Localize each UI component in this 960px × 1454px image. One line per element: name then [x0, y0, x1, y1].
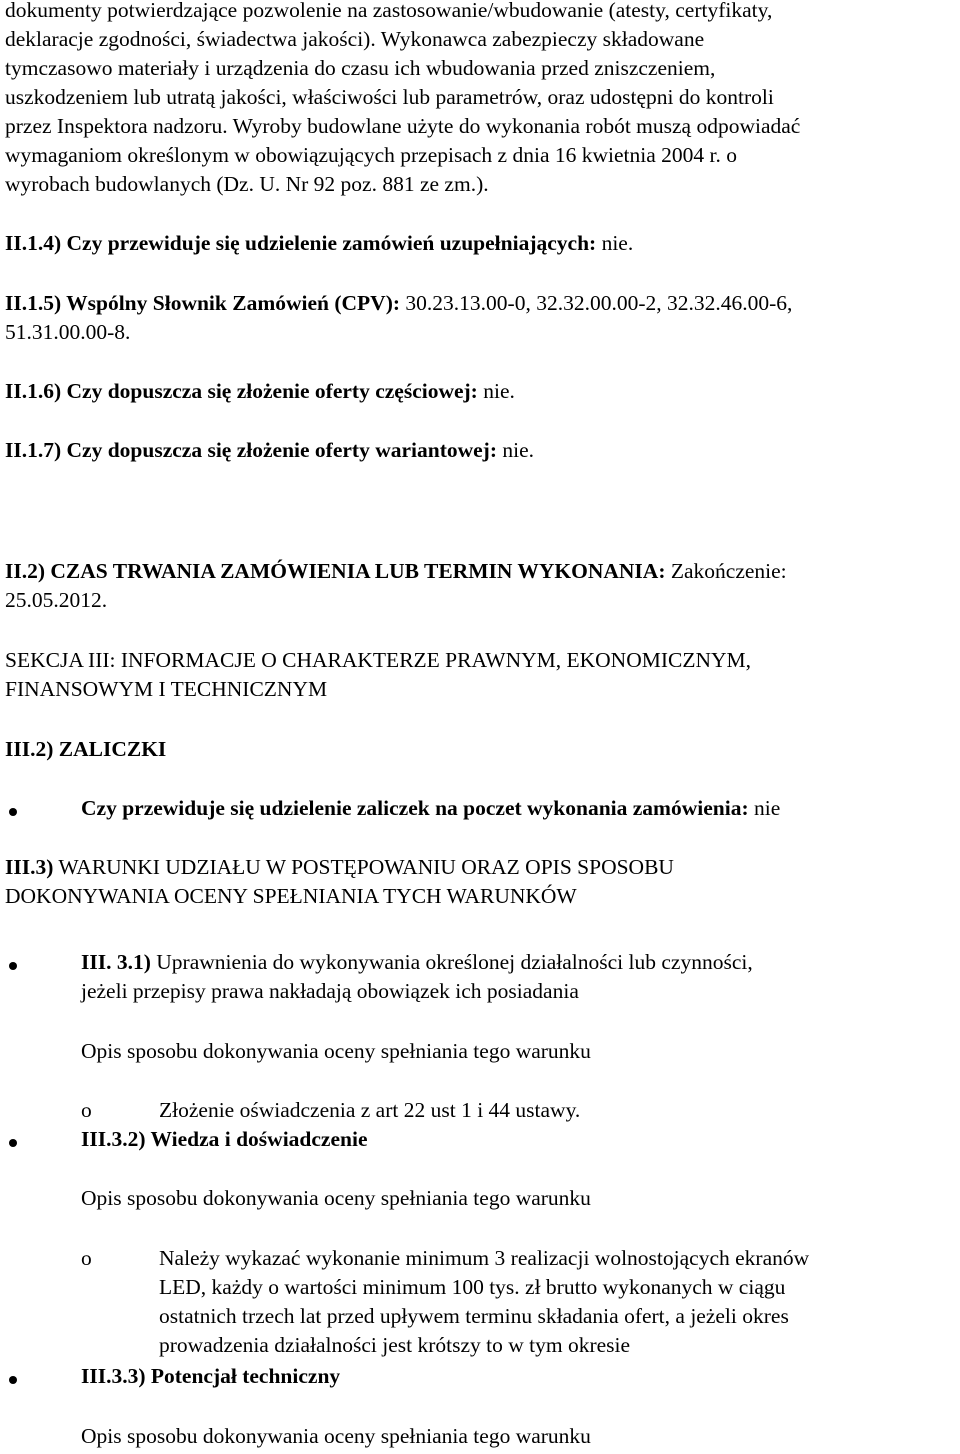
question-label: II.1.6) Czy dopuszcza się złożenie oferty częściowej:	[5, 379, 478, 403]
bullet-icon	[9, 1139, 17, 1147]
answer-value: nie.	[477, 379, 515, 403]
answer-value: nie.	[497, 438, 535, 462]
question-label: Czy przewiduje się udzielenie zaliczek na poczet wykonania zamówienia:	[81, 796, 749, 820]
section-number: III. 3.1)	[81, 950, 151, 974]
advance-payment-question	[81, 794, 780, 823]
bullet-icon	[9, 1376, 17, 1384]
section-iii-2-title: III.2) ZALICZKI	[5, 737, 167, 761]
section-iii-3-title	[5, 853, 674, 882]
section-ii-1-5	[5, 289, 792, 318]
bullet-icon	[9, 808, 17, 816]
condition-3-1-text: Uprawnienia do wykonywania określonej działalności lub czynności,	[150, 950, 753, 974]
intro-line: wymaganiom określonym w obowiązujących przepisach z dnia 16 kwietnia 2004 r. o	[5, 143, 737, 167]
condition-3-1-title-continued: jeżeli przepisy prawa nakładają obowiązek ich posiadania	[81, 979, 579, 1003]
intro-line: tymczasowo materiały i urządzenia do czasu ich wbudowania przed zniszczeniem,	[5, 56, 716, 80]
sub-marker: o	[81, 1098, 92, 1122]
answer-value: Zakończenie:	[665, 559, 787, 583]
question-label: II.1.5) Wspólny Słownik Zamówień (CPV):	[5, 291, 401, 315]
question-label: II.2) CZAS TRWANIA ZAMÓWIENIA LUB TERMIN WYKONANIA:	[5, 559, 666, 583]
condition-3-2-requirement-line: prowadzenia działalności jest krótszy to w tym okresie	[159, 1333, 631, 1357]
section-ii-1-6	[5, 377, 515, 406]
section-ii-1-4	[5, 229, 633, 258]
section-ii-2	[5, 557, 787, 586]
condition-3-2-requirement-line: ostatnich trzech lat przed upływem terminu składania ofert, a jeżeli okres	[159, 1304, 789, 1328]
intro-line: deklaracje zgodności, świadectwa jakości). Wykonawca zabezpieczy składowane	[5, 27, 705, 51]
cpv-codes: 30.23.13.00-0, 32.32.00.00-2, 32.32.46.00-6,	[400, 291, 793, 315]
intro-line: przez Inspektora nadzoru. Wyroby budowlane użyte do wykonania robót muszą odpowiadać	[5, 114, 801, 138]
answer-value: nie.	[596, 231, 634, 255]
assessment-method-label: Opis sposobu dokonywania oceny spełniania tego warunku	[81, 1039, 591, 1063]
completion-date: 25.05.2012.	[5, 588, 108, 612]
intro-line: uszkodzeniem lub utratą jakości, właściwości lub parametrów, oraz udostępni do kontroli	[5, 85, 774, 109]
question-label: II.1.7) Czy dopuszcza się złożenie oferty wariantowej:	[5, 438, 497, 462]
assessment-method-label: Opis sposobu dokonywania oceny spełniania tego warunku	[81, 1186, 591, 1210]
bullet-icon	[9, 962, 17, 970]
answer-value: nie	[748, 796, 781, 820]
cpv-codes-continued: 51.31.00.00-8.	[5, 320, 131, 344]
section-iii-heading-continued: FINANSOWYM I TECHNICZNYM	[5, 677, 328, 701]
section-iii-3-title-text: WARUNKI UDZIAŁU W POSTĘPOWANIU ORAZ OPIS SPOSOBU	[53, 855, 674, 879]
sub-marker: o	[81, 1246, 92, 1270]
section-number: III.3)	[5, 855, 54, 879]
section-iii-heading: SEKCJA III: INFORMACJE O CHARAKTERZE PRAWNYM, EKONOMICZNYM,	[5, 648, 752, 672]
condition-3-3-title: III.3.3) Potencjał techniczny	[81, 1364, 341, 1388]
intro-line: dokumenty potwierdzające pozwolenie na zastosowanie/wbudowanie (atesty, certyfikaty,	[5, 0, 773, 22]
condition-3-1-title	[81, 948, 753, 977]
assessment-method-label: Opis sposobu dokonywania oceny spełniania tego warunku	[81, 1424, 591, 1448]
condition-3-2-title: III.3.2) Wiedza i doświadczenie	[81, 1127, 368, 1151]
condition-3-2-requirement-line: LED, każdy o wartości minimum 100 tys. zł brutto wykonanych w ciągu	[159, 1275, 786, 1299]
condition-3-1-requirement: Złożenie oświadczenia z art 22 ust 1 i 44 ustawy.	[159, 1098, 581, 1122]
question-label: II.1.4) Czy przewiduje się udzielenie zamówień uzupełniających:	[5, 231, 597, 255]
section-iii-3-title-continued: DOKONYWANIA OCENY SPEŁNIANIA TYCH WARUNKÓW	[5, 884, 577, 908]
intro-line: wyrobach budowlanych (Dz. U. Nr 92 poz. 881 ze zm.).	[5, 172, 489, 196]
section-ii-1-7	[5, 436, 534, 465]
condition-3-2-requirement-line: Należy wykazać wykonanie minimum 3 realizacji wolnostojących ekranów	[159, 1246, 810, 1270]
